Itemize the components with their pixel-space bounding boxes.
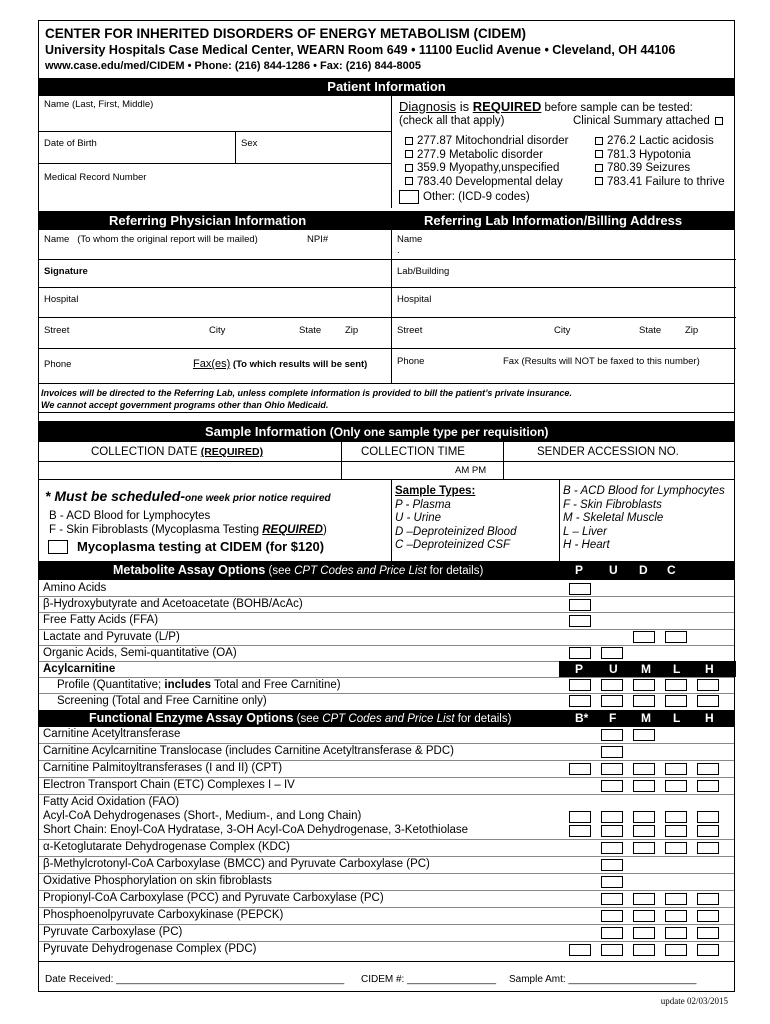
assay-checkbox[interactable] <box>697 679 719 691</box>
assay-checkbox[interactable] <box>697 842 719 854</box>
enzyme-row-label: Short Chain: Enoyl-CoA Hydratase, 3-OH Acyl-CoA Dehydrogenase, 3-Ketothiolase <box>43 824 469 836</box>
other-icd-label: Other: (ICD-9 codes) <box>423 191 530 203</box>
assay-checkbox[interactable] <box>601 859 623 871</box>
assay-checkbox[interactable] <box>569 811 591 823</box>
assay-checkbox[interactable] <box>633 631 655 643</box>
col-header: U <box>609 662 618 676</box>
enzyme-row-label: Carnitine Acylcarnitine Translocase (includes Carnitine Acetyltransferase & PDC) <box>43 745 454 757</box>
enzyme-bar <box>39 710 734 727</box>
enzyme-row-label: β-Methylcrotonyl-CoA Carboxylase (BMCC) and Pyruvate Carboxylase (PC) <box>43 858 430 870</box>
assay-checkbox[interactable] <box>633 927 655 939</box>
assay-checkbox[interactable] <box>665 780 687 792</box>
assay-checkbox[interactable] <box>697 910 719 922</box>
assay-checkbox[interactable] <box>633 842 655 854</box>
assay-checkbox[interactable] <box>697 893 719 905</box>
assay-checkbox[interactable] <box>601 876 623 888</box>
npi-label: NPI# <box>307 234 329 245</box>
assay-checkbox[interactable] <box>665 842 687 854</box>
form-title: CENTER FOR INHERITED DISORDERS OF ENERGY METABOLISM (CIDEM) <box>45 26 527 41</box>
assay-checkbox[interactable] <box>697 695 719 707</box>
physician-street-label: Street <box>44 325 70 336</box>
assay-checkbox[interactable] <box>633 944 655 956</box>
assay-checkbox[interactable] <box>601 944 623 956</box>
sample-types-list-right: B - ACD Blood for Lymphocytes F - Skin Fibroblasts M - Skeletal Muscle L – Liver H - Heart <box>563 485 725 551</box>
assay-checkbox[interactable] <box>569 583 591 595</box>
assay-checkbox[interactable] <box>633 893 655 905</box>
dx-checkbox[interactable]: 277.9 Metabolic disorder <box>405 149 569 163</box>
col-header: B* <box>575 711 589 725</box>
lab-building-label: Lab/Building <box>397 266 450 277</box>
assay-checkbox[interactable] <box>665 944 687 956</box>
assay-checkbox[interactable] <box>601 729 623 741</box>
assay-checkbox[interactable] <box>665 825 687 837</box>
dx-checkbox[interactable]: 780.39 Seizures <box>595 162 725 176</box>
mrn-label: Medical Record Number <box>44 172 147 183</box>
requisition-form <box>38 20 735 992</box>
assay-checkbox[interactable] <box>665 695 687 707</box>
col-header: L <box>673 711 681 725</box>
assay-checkbox[interactable] <box>633 679 655 691</box>
metabolite-bar <box>39 561 734 580</box>
enzyme-row-label: Acyl-CoA Dehydrogenases (Short-, Medium-, and Long Chain) <box>43 810 362 822</box>
dx-checkbox[interactable]: 359.9 Myopathy,unspecified <box>405 162 569 176</box>
assay-checkbox[interactable] <box>665 631 687 643</box>
lab-street-label: Street <box>397 325 423 336</box>
col-header: F <box>609 711 617 725</box>
assay-checkbox[interactable] <box>601 910 623 922</box>
sample-types-list: Sample Types: P - Plasma U - Urine D –Deproteinized Blood C –Deproteinized CSF <box>395 485 517 551</box>
assay-checkbox[interactable] <box>601 927 623 939</box>
sample-info-bar <box>39 421 734 442</box>
assay-checkbox[interactable] <box>665 927 687 939</box>
physician-zip-label: Zip <box>345 325 359 336</box>
assay-checkbox[interactable] <box>601 811 623 823</box>
lab-title: Referring Lab Information/Billing Address <box>424 213 683 228</box>
lab-fax-label: Fax (Results will NOT be faxed to this number) <box>503 356 700 367</box>
physician-name-label: Name (To whom the original report will be mailed) <box>44 234 258 245</box>
sex-label: Sex <box>241 138 258 149</box>
dx-checkbox[interactable]: 276.2 Lactic acidosis <box>595 135 725 149</box>
assay-checkbox[interactable] <box>633 910 655 922</box>
col-header: M <box>641 662 651 676</box>
physician-city-label: City <box>209 325 226 336</box>
col-header: D <box>639 563 648 577</box>
assay-checkbox[interactable] <box>665 763 687 775</box>
enzyme-row-label: Pyruvate Dehydrogenase Complex (PDC) <box>43 943 257 955</box>
assay-checkbox[interactable] <box>569 679 591 691</box>
lab-hospital-label: Hospital <box>397 294 432 305</box>
enzyme-row-label: Carnitine Acetyltransferase <box>43 728 181 740</box>
physician-state-label: State <box>299 325 322 336</box>
assay-row-label: β-Hydroxybutyrate and Acetoacetate (BOHB/AcAc) <box>43 598 303 610</box>
enzyme-row-label: Phosphoenolpyruvate Carboxykinase (PEPCK) <box>43 909 284 921</box>
patient-info-title: Patient Information <box>327 79 446 94</box>
col-header: C <box>667 563 676 577</box>
sample-amt-field[interactable]: Sample Amt: _______________________ <box>509 974 697 985</box>
signature-label: Signature <box>44 266 88 277</box>
assay-checkbox[interactable] <box>569 825 591 837</box>
assay-checkbox[interactable] <box>697 763 719 775</box>
assay-checkbox[interactable] <box>569 695 591 707</box>
assay-checkbox[interactable] <box>601 746 623 758</box>
sample-info-title: Sample Information (Only one sample type per requisition) <box>205 424 549 439</box>
col-header: H <box>705 662 714 676</box>
invoice-note: Invoices will be directed to the Referring Lab, unless complete information is provided to bill the patient’s private insurance. We cannot accept government programs other than Ohio Medicaid. <box>41 388 572 410</box>
enzyme-row-label: Electron Transport Chain (ETC) Complexes I – IV <box>43 779 295 791</box>
col-header: U <box>609 563 618 577</box>
assay-checkbox[interactable] <box>601 842 623 854</box>
assay-checkbox[interactable] <box>569 599 591 611</box>
assay-checkbox[interactable] <box>697 944 719 956</box>
check-all-note: (check all that apply) <box>399 115 505 127</box>
metabolite-title: Metabolite Assay Options (see CPT Codes and Price List for details) <box>113 563 484 577</box>
assay-checkbox[interactable] <box>601 695 623 707</box>
acyl-screening-label: Screening (Total and Free Carnitine only) <box>57 695 267 707</box>
collection-time-label: COLLECTION TIME <box>361 446 465 458</box>
lab-name-label: Name <box>397 234 423 245</box>
lab-zip-label: Zip <box>685 325 699 336</box>
enzyme-title: Functional Enzyme Assay Options (see CPT Codes and Price List for details) <box>89 711 512 725</box>
assay-checkbox[interactable] <box>697 811 719 823</box>
assay-checkbox[interactable] <box>569 615 591 627</box>
dx-checkbox[interactable]: 277.87 Mitochondrial disorder <box>405 135 569 149</box>
enzyme-row-label: Oxidative Phosphorylation on skin fibroblasts <box>43 875 272 887</box>
assay-checkbox[interactable] <box>633 763 655 775</box>
assay-row-label: Amino Acids <box>43 582 107 594</box>
assay-checkbox[interactable] <box>633 811 655 823</box>
accession-label: SENDER ACCESSION NO. <box>537 446 679 458</box>
enzyme-row-label: Carnitine Palmitoyltransferases (I and II) (CPT) <box>43 762 283 774</box>
acyl-header <box>559 661 736 677</box>
physician-title: Referring Physician Information <box>109 213 307 228</box>
assay-checkbox[interactable] <box>569 944 591 956</box>
lab-phone-label: Phone <box>397 356 425 367</box>
assay-checkbox[interactable] <box>601 763 623 775</box>
physician-fax-label: Fax(es) (To which results will be sent) <box>193 358 368 370</box>
assay-checkbox[interactable] <box>569 647 591 659</box>
cidem-number-field[interactable]: CIDEM #: ________________ <box>361 974 497 985</box>
lab-city-label: City <box>554 325 571 336</box>
assay-checkbox[interactable] <box>633 780 655 792</box>
fibroblasts-line: F - Skin Fibroblasts (Mycoplasma Testing REQUIRED) <box>49 524 327 536</box>
assay-checkbox[interactable] <box>697 927 719 939</box>
acd-blood-line: B - ACD Blood for Lymphocytes <box>49 510 211 522</box>
enzyme-row-label: α-Ketoglutarate Dehydrogenase Complex (KDC) <box>43 841 290 853</box>
col-header: H <box>705 711 714 725</box>
dx-checkbox[interactable]: 781.3 Hypotonia <box>595 149 725 163</box>
assay-checkbox[interactable] <box>665 679 687 691</box>
assay-checkbox[interactable] <box>633 825 655 837</box>
assay-checkbox[interactable] <box>633 729 655 741</box>
update-date: update 02/03/2015 <box>660 996 728 1006</box>
am-pm-label: AM PM <box>455 465 487 476</box>
acylcarnitine-label: Acylcarnitine <box>43 663 116 675</box>
clinical-summary-checkbox[interactable]: Clinical Summary attached <box>573 115 727 127</box>
enzyme-row-label: Propionyl-CoA Carboxylase (PCC) and Pyruvate Carboxylase (PC) <box>43 892 384 904</box>
col-header: P <box>575 563 584 577</box>
address-line: University Hospitals Case Medical Center, WEARN Room 649 • 11100 Euclid Avenue • Cleveland, OH 44106 <box>45 43 676 57</box>
dx-checkbox[interactable]: 783.41 Failure to thrive <box>595 176 725 190</box>
assay-row-label: Organic Acids, Semi-quantitative (OA) <box>43 647 237 659</box>
scheduling-note: * Must be scheduled-one week prior notice required <box>45 488 331 504</box>
assay-row-label: Lactate and Pyruvate (L/P) <box>43 631 180 643</box>
diagnosis-heading: Diagnosis is REQUIRED before sample can be tested: <box>399 99 693 114</box>
enzyme-row-label: Fatty Acid Oxidation (FAO) <box>43 796 180 808</box>
dx-list-right <box>595 135 725 189</box>
assay-checkbox[interactable] <box>601 647 623 659</box>
enzyme-row-label: Pyruvate Carboxylase (PC) <box>43 926 183 938</box>
patient-info-bar <box>39 78 734 96</box>
assay-checkbox[interactable] <box>601 679 623 691</box>
acyl-profile-label: Profile (Quantitative; includes Total and Free Carnitine) <box>57 679 341 691</box>
assay-checkbox[interactable] <box>665 910 687 922</box>
col-header: L <box>673 662 681 676</box>
lab-state-label: State <box>639 325 662 336</box>
assay-checkbox[interactable] <box>633 695 655 707</box>
mycoplasma-checkbox[interactable] <box>48 540 68 554</box>
contact-line: www.case.edu/med/CIDEM • Phone: (216) 844-1286 • Fax: (216) 844-8005 <box>45 60 421 72</box>
assay-checkbox[interactable] <box>601 825 623 837</box>
assay-checkbox[interactable] <box>601 780 623 792</box>
assay-checkbox[interactable] <box>665 811 687 823</box>
physician-phone-label: Phone <box>44 359 72 370</box>
referring-bar <box>39 211 734 230</box>
dx-list-left <box>405 135 569 189</box>
col-header: P <box>575 662 584 676</box>
physician-hospital-label: Hospital <box>44 294 79 305</box>
patient-name-label: Name (Last, First, Middle) <box>44 99 154 110</box>
dx-checkbox[interactable]: 783.40 Developmental delay <box>405 176 569 190</box>
collection-date-label: COLLECTION DATE (REQUIRED) <box>91 446 264 458</box>
assay-checkbox[interactable] <box>569 763 591 775</box>
assay-checkbox[interactable] <box>697 825 719 837</box>
assay-checkbox[interactable] <box>665 893 687 905</box>
mycoplasma-label: Mycoplasma testing at CIDEM (for $120) <box>77 539 325 554</box>
assay-row-label: Free Fatty Acids (FFA) <box>43 614 159 626</box>
dob-label: Date of Birth <box>44 138 97 149</box>
assay-checkbox[interactable] <box>697 780 719 792</box>
lab-name-dot: . <box>397 245 400 256</box>
other-icd-box[interactable] <box>399 190 419 204</box>
assay-checkbox[interactable] <box>601 893 623 905</box>
date-received-field[interactable]: Date Received: _________________________________________ <box>45 974 345 985</box>
col-header: M <box>641 711 651 725</box>
